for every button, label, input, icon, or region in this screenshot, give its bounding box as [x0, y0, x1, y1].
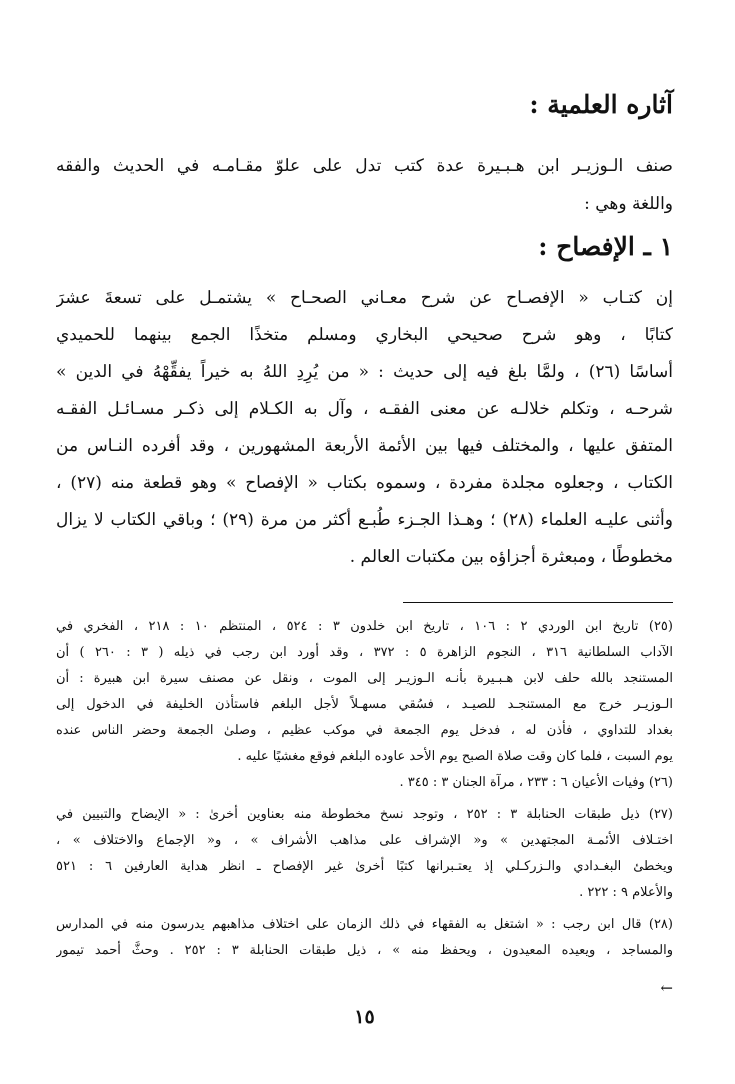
footnote-25: [56, 614, 673, 770]
intro-paragraph: [56, 147, 673, 223]
text-line: إن كتـاب « الإفصـاح عن شرح معـاني الصحـاح » يشتمـل على تسعةَ عشرَ: [56, 288, 673, 308]
footnote-28: [56, 912, 673, 964]
book-page: [56, 0, 673, 1084]
text-line: وأثنى عليـه العلماء (٢٨) ؛ وهـذا الجـزء طُبـع أكثر من مرة (٢٩) ؛ وباقي الكتاب لا يزال: [56, 510, 673, 530]
text-line: أساسًا (٢٦) ، ولمَّا بلغ فيه إلى حديث : « من يُرِدِ اللهُ به خيراً يفقِّهْهُ في الدين »: [56, 362, 673, 382]
footnote-line: (٢٨) قال ابن رجب : « اشتغل به الفقهاء في ذلك الزمان على اختلاف مذاهبهم يدرسون منه في المدارس: [56, 917, 673, 932]
footnote-line: (٢٥) تاريخ ابن الوردي ٢ : ١٠٦ ، تاريخ ابن خلدون ٣ : ٥٢٤ ، المنتظم ١٠ : ٢١٨ ، الفخري في: [56, 619, 673, 634]
footnote-line: الآداب السلطانية ٣١٦ ، النجوم الزاهرة ٥ : ٣٧٢ ، وقد أورد ابن رجب في ذيله ( ٣ : ٢٦٠ ) أن: [56, 645, 673, 660]
text-line: شرحـه ، وتكلم خلالـه عن معنى الفقـه ، وآل به الكـلام إلى ذكـر مسـائـل الفقـه: [56, 399, 673, 419]
footnote-line: اختـلاف الأئمـة المجتهدين » و« الإشراف على مذاهب الأشراف » ، و« الإجماع والاختلاف » ،: [56, 833, 673, 848]
footnote-line: (٢٦) وفيات الأعيان ٦ : ٢٣٣ ، مرآة الجنان ٣ : ٣٤٥ .: [399, 775, 673, 790]
footnote-line: يوم السبت ، فلما كان وقت صلاة الصبح يوم الأحد عاوده البلغم فوقع مغشيًا عليه .: [237, 749, 673, 764]
footnote-line: الـوزيـر خرج مع المستنجـد للصيـد ، فسُقي مسهـلاً لأجل البلغم فاستأذن الخليفة في الدخول إلى: [56, 697, 673, 712]
footnotes: [56, 614, 673, 964]
footnote-line: (٢٧) ذيل طبقات الحنابلة ٣ : ٢٥٢ ، وتوجد نسخ مخطوطة منه بعناوين أخرىٰ : « الإيضاح والتبيين في: [56, 807, 673, 822]
main-paragraph: [56, 280, 673, 576]
text-line: واللغة وهي :: [584, 194, 673, 214]
text-line: مخطوطًا ، ومبعثرة أجزاؤه بين مكتبات العالم .: [349, 547, 673, 567]
page-number: ١٥: [354, 1006, 375, 1028]
footnote-line: بغداد للتداوي ، فأذن له ، فدخل يوم الجمعة في موكب عظيم ، وصلىٰ الجمعة وحضر الناس عنده: [56, 723, 673, 738]
footnote-line: والأعلام ٩ : ٢٢٢ .: [579, 885, 673, 900]
text-line: المتفق عليها ، والمختلف فيها بين الأئمة الأربعة المشهورين ، وقد أفرده النـاس من: [56, 436, 673, 456]
footnote-26: [56, 770, 673, 796]
text-line: كتابًا ، وهو شرح صحيحي البخاري ومسلم متخذًا الجمع بينهما للحميدي: [56, 325, 673, 345]
footnote-line: ويخطئ البغـدادي والـزركـلي إذ يعتـبرانها كتبًا أخرىٰ غير الإفصاح ـ انظر هداية العارفين ٦ : ٥٢١: [56, 859, 673, 874]
text-line: الكتاب ، وجعلوه مجلدة مفردة ، وسموه بكتاب « الإفصاح » وهو قطعة منه (٢٧) ،: [56, 473, 673, 493]
section-heading-ifsah: ١ ـ الإفصاح :: [538, 232, 673, 261]
continuation-arrow-icon: ←: [660, 979, 673, 997]
footnote-line: والمساجد ، ويعيده المعيدون ، ويحفظ منه » ، ذيل طبقات الحنابلة ٣ : ٢٥٢ . وحثَّ أحمد تيمور: [56, 943, 673, 958]
footnote-27: [56, 802, 673, 906]
footnote-divider: [403, 602, 673, 603]
footnote-line: المستنجد بالله حلف لابن هـبـيرة بأنـه الـوزيـر إلى الموت ، ونقل عن مصنف سيرة ابن هبيرة : أن: [56, 671, 673, 686]
text-line: صنف الـوزيـر ابن هـبـيرة عدة كتب تدل على علوّ مقـامـه في الحديث والفقه: [56, 156, 673, 176]
section-heading-works: آثاره العلمية :: [529, 90, 673, 119]
